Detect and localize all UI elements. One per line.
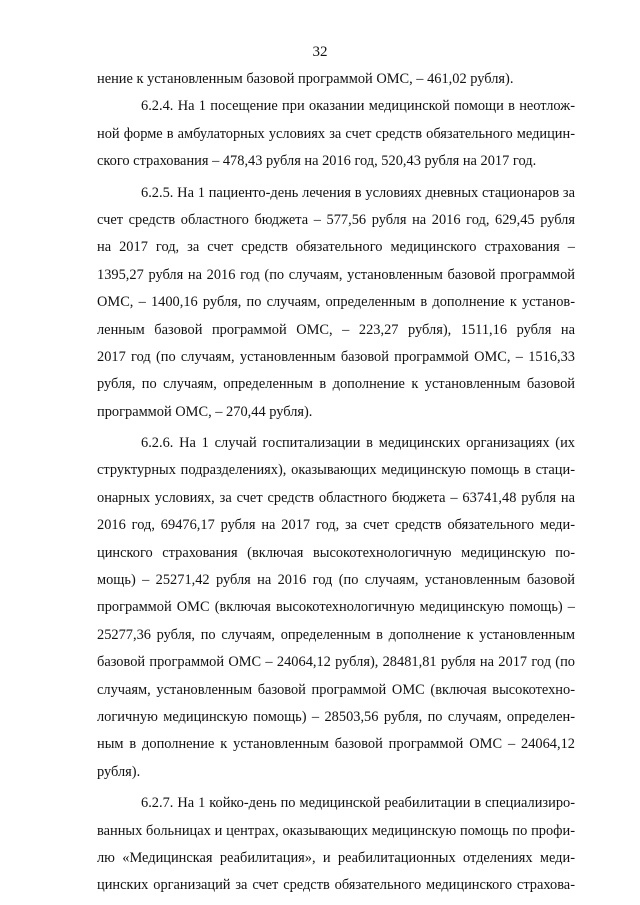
paragraph-line: 1395,27 рубля на 2016 год (по случаям, установленным базовой программой [97, 266, 575, 283]
paragraph-line: 2016 год, 69476,17 рубля на 2017 год, за счет средств обязательного меди- [97, 517, 575, 534]
paragraph-line: счет средств областного бюджета – 577,56 рубля на 2016 год, 629,45 рубля [97, 211, 575, 228]
paragraph-line: цинских организаций за счет средств обязательного медицинского страхова- [97, 877, 575, 894]
paragraph-line: онарных условиях, за счет средств областного бюджета – 63741,48 рубля на [97, 489, 575, 506]
paragraph-line: 6.2.7. На 1 койко-день по медицинской реабилитации в специализиро- [141, 795, 575, 812]
paragraph-line: 6.2.6. На 1 случай госпитализации в медицинских организациях (их [141, 435, 575, 452]
paragraph-line: программой ОМС, – 270,44 рубля). [97, 403, 313, 420]
paragraph-line: цинского страхования (включая высокотехнологичную медицинскую по- [97, 544, 575, 561]
paragraph-line: мощь) – 25271,42 рубля на 2016 год (по случаям, установленным базовой [97, 572, 575, 589]
paragraph-line: ского страхования – 478,43 рубля на 2016 год, 520,43 рубля на 2017 год. [97, 153, 537, 170]
page-number: 32 [312, 44, 328, 60]
paragraph-line: ОМС, – 1400,16 рубля, по случаям, определенным в дополнение к установ- [97, 294, 575, 311]
paragraph-line: ным в дополнение к установленным базовой программой ОМС – 24064,12 [97, 736, 575, 753]
paragraph-line: программой ОМС (включая высокотехнологичную медицинскую помощь) – [97, 599, 575, 616]
paragraph-p-6-2-4 [97, 93, 575, 175]
paragraph-p-6-2-7 [97, 790, 575, 900]
paragraph-p-6-2-5 [97, 180, 575, 427]
paragraph-continuation [97, 66, 575, 93]
paragraph-p-6-2-6 [97, 430, 575, 786]
paragraph-line: лю «Медицинская реабилитация», и реабилитационных отделениях меди- [97, 849, 575, 866]
paragraph-line: структурных подразделениях), оказывающих медицинскую помощь в стаци- [97, 462, 575, 479]
paragraph-line: нение к установленным базовой программой ОМС, – 461,02 рубля). [97, 71, 514, 87]
paragraph-line: ленным базовой программой ОМС, – 223,27 рубля), 1511,16 рубля на [97, 321, 575, 338]
paragraph-line: базовой программой ОМС – 24064,12 рубля), 28481,81 рубля на 2017 год (по [97, 654, 575, 671]
paragraph-line: ванных больницах и центрах, оказывающих медицинскую помощь по профи- [97, 822, 575, 839]
paragraph-line: 25277,36 рубля, по случаям, определенным в дополнение к установленным [97, 626, 575, 643]
document-body [97, 66, 575, 900]
paragraph-line: 2017 год (по случаям, установленным базовой программой ОМС, – 1516,33 [97, 348, 575, 365]
paragraph-line: рубля, по случаям, определенным в дополнение к установленным базовой [97, 376, 575, 393]
paragraph-line: 6.2.4. На 1 посещение при оказании медицинской помощи в неотлож- [141, 98, 575, 115]
paragraph-line: 6.2.5. На 1 пациенто-день лечения в условиях дневных стационаров за [141, 184, 575, 201]
paragraph-line: случаям, установленным базовой программой ОМС (включая высокотехно- [97, 681, 575, 698]
paragraph-line: рубля). [97, 763, 141, 780]
paragraph-line: логичную медицинскую помощь) – 28503,56 рубля, по случаям, определен- [97, 708, 575, 725]
paragraph-line: на 2017 год, за счет средств обязательного медицинского страхования – [97, 239, 575, 256]
paragraph-line: ной форме в амбулаторных условиях за счет средств обязательного медицин- [97, 125, 575, 142]
